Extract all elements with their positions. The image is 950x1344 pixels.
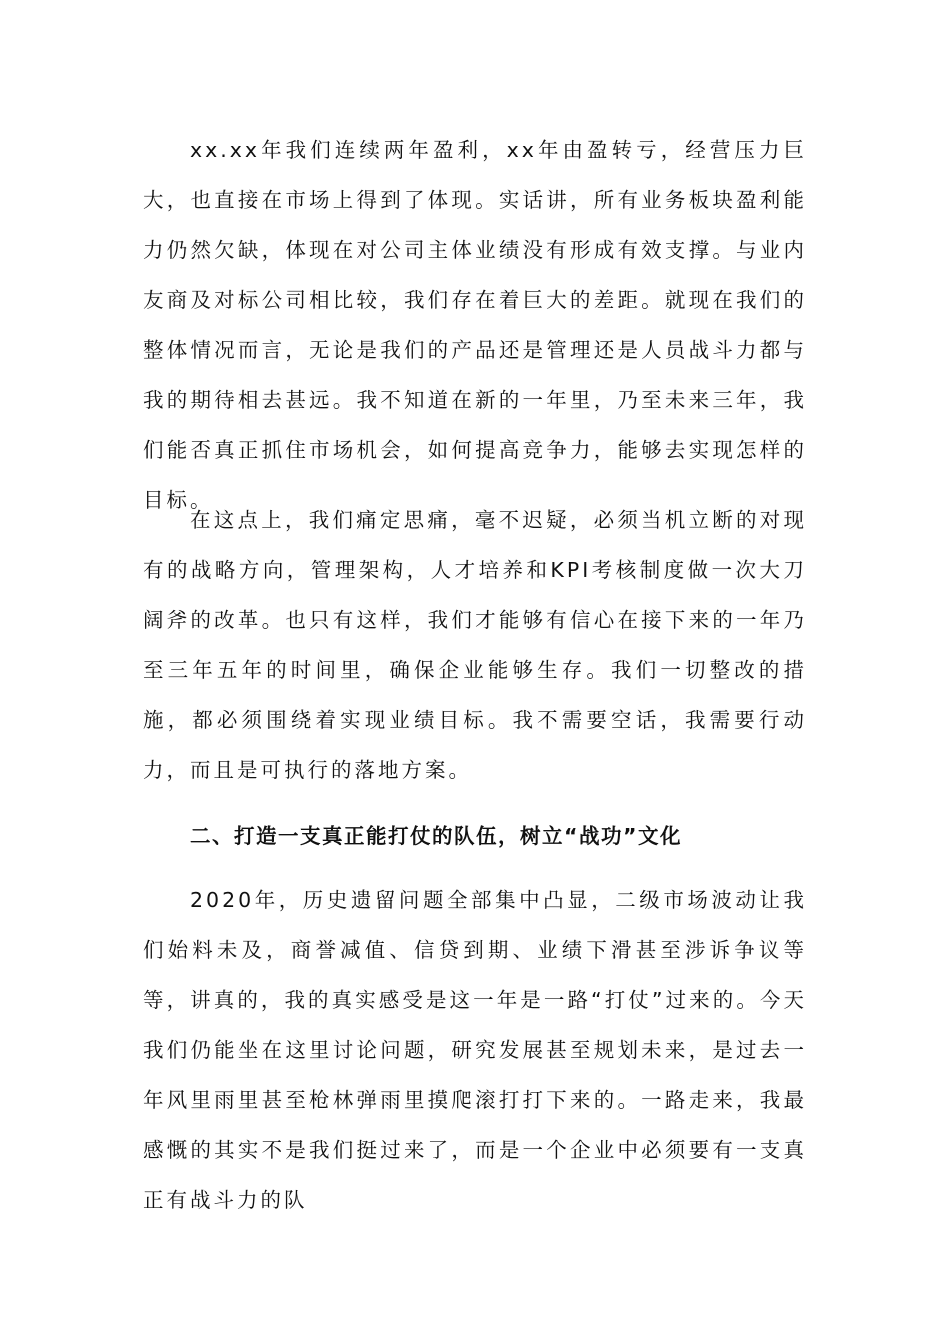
section-heading: 二、打造一支真正能打仗的队伍，树立“战功”文化 — [190, 824, 682, 848]
paragraph-2020-review: 2020年，历史遗留问题全部集中凸显，二级市场波动让我们始料未及，商誉减值、信贷到期、业绩下滑甚至涉诉争议等等，讲真的，我的真实感受是这一年是一路“打仗”过来的。今天我们仍能坐在这里讨论问题，研究发展甚至规划未来，是过去一年风里雨里甚至枪林弹雨里摸爬滚打打下来的。一路走来，我最感慨的其实不是我们挺过来了，而是一个企业中必须要有一支真正有战斗力的队 — [143, 888, 807, 1212]
paragraph-reform-plan: 在这点上，我们痛定思痛，毫不迟疑，必须当机立断的对现有的战略方向，管理架构，人才培养和KPI考核制度做一次大刀阔斧的改革。也只有这样，我们才能够有信心在接下来的一年乃至三年五年的时间里，确保企业能够生存。我们一切整改的措施，都必须围绕着实现业绩目标。我不需要空话，我需要行动力，而且是可执行的落地方案。 — [143, 508, 807, 782]
paragraph-performance-review: xx.xx年我们连续两年盈利，xx年由盈转亏，经营压力巨大，也直接在市场上得到了体现。实话讲，所有业务板块盈利能力仍然欠缺，体现在对公司主体业绩没有形成有效支撑。与业内友商及对标公司相比较，我们存在着巨大的差距。就现在我们的整体情况而言，无论是我们的产品还是管理还是人员战斗力都与我的期待相去甚远。我不知道在新的一年里，乃至未来三年，我们能否真正抓住市场机会，如何提高竞争力，能够去实现怎样的目标。 — [143, 138, 807, 512]
